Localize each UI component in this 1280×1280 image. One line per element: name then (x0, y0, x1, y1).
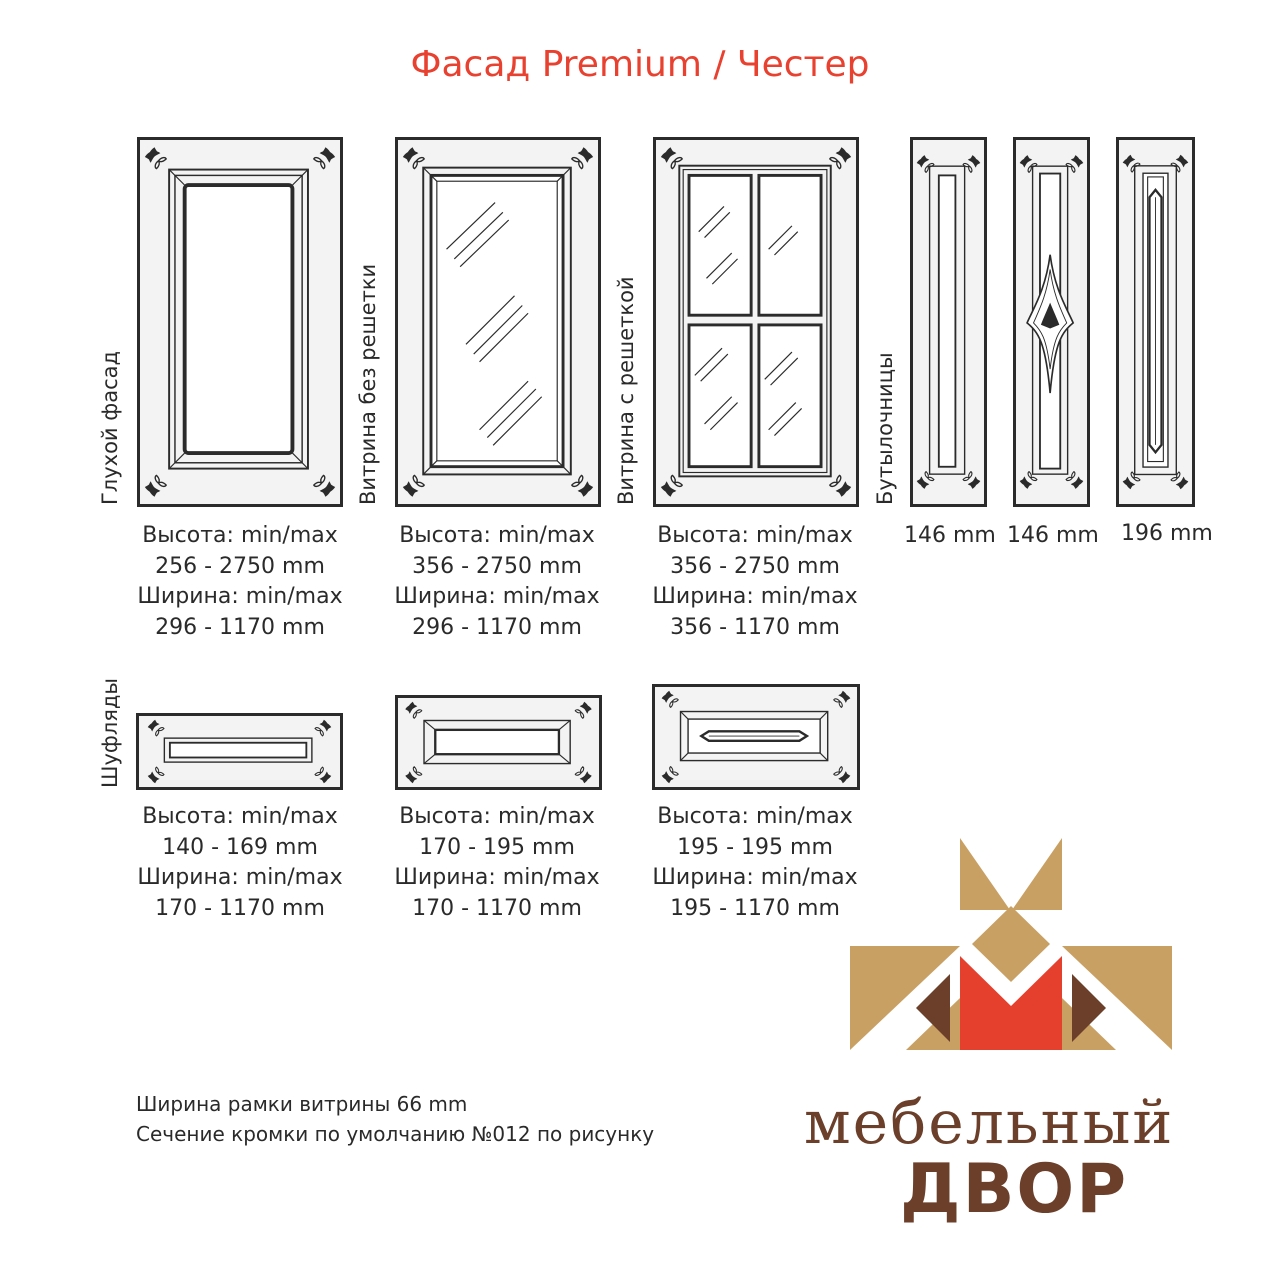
facade-bottle-1-drawing (913, 140, 984, 504)
ornament-icon (1020, 155, 1037, 172)
label-bottle: Бутылочницы (873, 352, 897, 505)
ornament-icon (830, 147, 851, 168)
bottle-width-2: 146 mm (1007, 523, 1099, 548)
ornament-icon (403, 147, 424, 168)
bottle-width-1: 146 mm (904, 523, 996, 548)
ornament-icon (314, 147, 335, 168)
diamond-ornament-icon (1027, 255, 1073, 393)
facade-bottle-3-drawing (1119, 140, 1192, 504)
ornament-icon (403, 475, 424, 496)
facade-bottle-3 (1116, 137, 1195, 507)
facade-bottle-2-drawing (1016, 140, 1087, 504)
ornament-icon (148, 767, 164, 783)
facade-drawer-2 (395, 695, 602, 790)
spec-drawer-3: Высота: min/max 195 - 195 mm Ширина: min/max 195 - 1170 mm (652, 804, 858, 921)
page-title: Фасад Premium / Честер (410, 44, 870, 85)
ornament-icon (314, 475, 335, 496)
ornament-icon (315, 720, 331, 736)
ornament-icon (1066, 155, 1083, 172)
brand-logo-icon (850, 838, 1172, 1050)
label-drawers: Шуфляды (98, 678, 122, 788)
facade-drawer-3 (652, 684, 860, 790)
facade-bottle-1 (910, 137, 987, 507)
ornament-icon (963, 472, 980, 489)
ornament-icon (834, 691, 851, 708)
spec-glass-grid: Высота: min/max 356 - 2750 mm Ширина: min/max 356 - 1170 mm (652, 523, 858, 640)
ornament-icon (315, 767, 331, 783)
facade-glass-grid (653, 137, 859, 507)
ornament-icon (834, 767, 851, 784)
ornament-icon (1171, 155, 1188, 172)
ornament-icon (405, 702, 421, 718)
facade-drawer-2-drawing (398, 698, 599, 787)
ornament-icon (662, 767, 679, 784)
ornament-icon (661, 475, 682, 496)
ornament-icon (572, 147, 593, 168)
ornament-icon (405, 767, 421, 783)
facade-solid (137, 137, 343, 507)
bottle-width-3: 196 mm (1121, 521, 1213, 546)
ornament-icon (148, 720, 164, 736)
spec-glass-plain: Высота: min/max 356 - 2750 mm Ширина: min/max 296 - 1170 mm (394, 523, 600, 640)
note-frame-width: Ширина рамки витрины 66 mm (136, 1092, 468, 1116)
facade-drawer-1-drawing (139, 716, 340, 787)
ornament-icon (1066, 472, 1083, 489)
facade-solid-drawing (140, 140, 340, 504)
ornament-icon (575, 767, 591, 783)
label-solid-facade: Глухой фасад (98, 350, 122, 505)
ornament-icon (830, 475, 851, 496)
ornament-icon (572, 475, 593, 496)
logo-text-line1: мебельный (804, 1088, 1175, 1158)
note-edge-section: Сечение кромки по умолчанию №012 по рисунку (136, 1122, 655, 1146)
spec-drawer-1: Высота: min/max 140 - 169 mm Ширина: min/max 170 - 1170 mm (137, 804, 343, 921)
ornament-icon (575, 702, 591, 718)
ornament-icon (963, 155, 980, 172)
ornament-icon (145, 147, 166, 168)
spec-drawer-2: Высота: min/max 170 - 195 mm Ширина: min/max 170 - 1170 mm (394, 804, 600, 921)
logo-text-line2: ДВОР (900, 1150, 1129, 1229)
facade-bottle-2 (1013, 137, 1090, 507)
facade-glass-grid-drawing (656, 140, 856, 504)
ornament-icon (1123, 155, 1140, 172)
ornament-icon (662, 691, 679, 708)
facade-glass-plain (395, 137, 601, 507)
ornament-icon (145, 475, 166, 496)
label-glass-plain: Витрина без решетки (356, 263, 380, 505)
spec-solid: Высота: min/max 256 - 2750 mm Ширина: min/max 296 - 1170 mm (137, 523, 343, 640)
facade-glass-plain-drawing (398, 140, 598, 504)
label-glass-grid: Витрина с решеткой (614, 276, 638, 505)
facade-drawer-1 (136, 713, 343, 790)
ornament-icon (917, 155, 934, 172)
facade-drawer-3-drawing (655, 687, 857, 787)
